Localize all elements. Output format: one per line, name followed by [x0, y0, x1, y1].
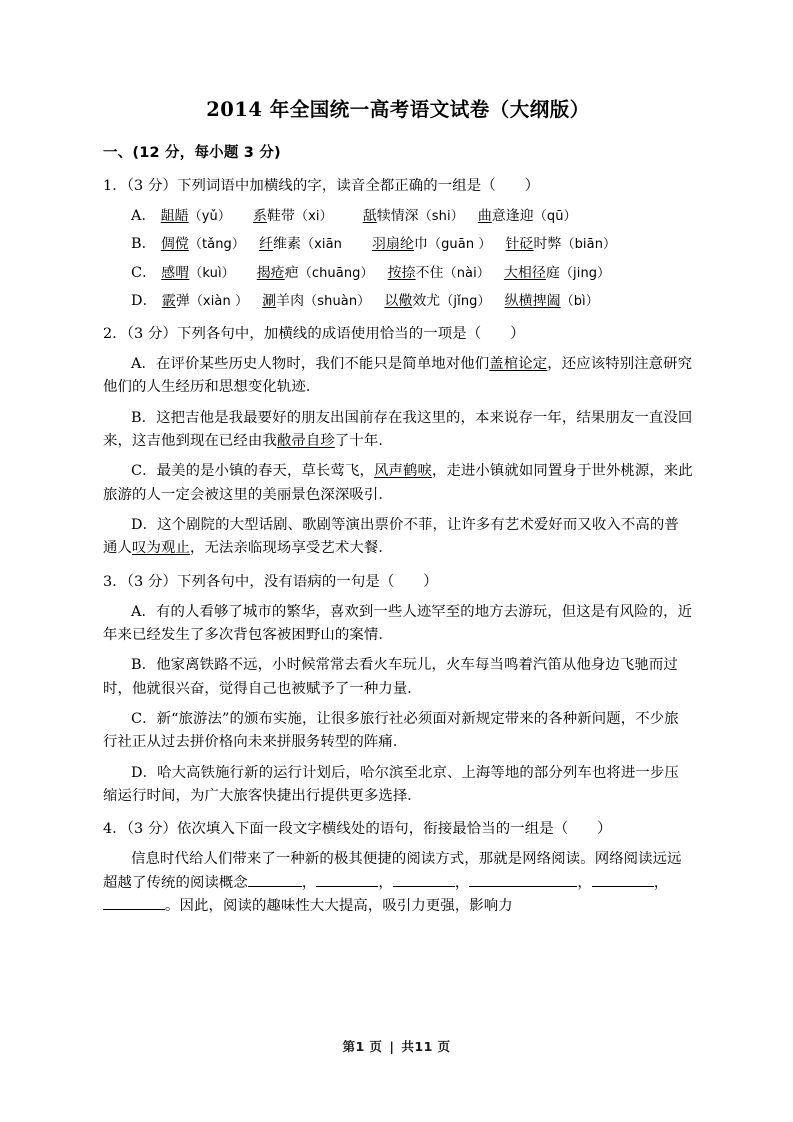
word-rest: 弹: [175, 292, 190, 309]
question-3-option-d[interactable]: [103, 755, 693, 809]
word-rest: 时弊: [533, 236, 562, 253]
footer-current-page: 第1 页: [342, 1039, 383, 1054]
underlined-char: 龃龉: [160, 207, 189, 224]
pinyin: （xiàn ）: [189, 293, 249, 309]
pinyin: （nài）: [443, 265, 490, 281]
pinyin: （jing）: [559, 265, 611, 281]
question-2: [103, 313, 693, 561]
underlined-char: 涮: [262, 292, 277, 309]
footer-separator: |: [389, 1039, 395, 1054]
page-title: 2014 年全国统一高考语文试卷（大纲版）: [206, 98, 590, 121]
underlined-char: 揭疮: [256, 264, 285, 281]
word-rest: 意逢迎: [491, 207, 534, 224]
underlined-char: 以儆: [384, 292, 413, 309]
fill-blank-4[interactable]: [469, 872, 547, 886]
option-text: 有的人看够了城市的繁华，喜欢到一些人迹罕至的地方去游玩，但这是有风险的，近年来已经发生了多次背包客被困野山的案情．: [103, 603, 693, 643]
underlined-idiom: 风声鹤唳: [373, 463, 432, 480]
question-3-option-c[interactable]: [103, 701, 693, 755]
option-text: 新“旅游法”的颁布实施，让很多旅行社必须面对新规定带来的各种新问题，不少旅行社正从过去拼价格向未来拼服务转型的阵痛．: [103, 710, 679, 751]
word-rest: 效尤: [412, 292, 441, 309]
question-2-option-c[interactable]: [103, 453, 693, 507]
pinyin: （bì）: [560, 293, 599, 309]
word-rest: 不住: [415, 264, 444, 281]
option-label: D．: [131, 517, 158, 534]
fill-blank-1[interactable]: [248, 872, 302, 886]
underlined-char: 大相径: [503, 264, 546, 281]
underlined-idiom: 盖棺论定: [489, 356, 548, 373]
footer-total-pages: 共11 页: [401, 1039, 451, 1054]
page-footer: [0, 1036, 793, 1055]
pinyin: （guān ）: [427, 237, 492, 253]
option-label: C．: [131, 264, 157, 281]
underlined-char: 舐: [362, 207, 377, 224]
question-4: [103, 808, 693, 918]
option-text-after: ，还应该特别注意研究他们的人生经历和思想变化轨迹．: [103, 356, 693, 396]
option-text-before: 在评价某些历史人物时，我们不能只是简单地对他们: [155, 356, 490, 373]
option-label: D．: [131, 764, 158, 781]
fill-blank-6[interactable]: [103, 896, 165, 910]
page-content: [103, 0, 693, 918]
pinyin: （qū）: [533, 208, 577, 224]
option-content: [161, 265, 610, 281]
question-1-option-d[interactable]: [103, 285, 693, 313]
pinyin: （yǔ）: [188, 208, 231, 224]
option-content: [161, 208, 577, 224]
word-rest: 犊情深: [376, 207, 419, 224]
question-2-option-d[interactable]: [103, 507, 693, 561]
word-rest: 巾: [413, 236, 428, 253]
underlined-char: 系: [253, 207, 267, 224]
word-rest: 鞋带: [267, 207, 295, 224]
fill-blank-2[interactable]: [316, 872, 378, 886]
pinyin: （shuàn）: [304, 293, 371, 309]
word-rest: 庭: [545, 264, 560, 281]
question-2-stem: 2．（3 分）下列各句中，加横线的成语使用恰当的一项是（ ）: [103, 326, 525, 343]
question-4-stem: 4．（3 分）依次填入下面一段文字横线处的语句，衔接最恰当的一组是（ ）: [103, 821, 612, 838]
question-3-option-a[interactable]: [103, 594, 693, 648]
option-text-before: 这个剧院的大型话剧、歌剧等演出票价不菲，让许多有艺术爱好而又收入不高的普通人: [103, 517, 679, 557]
option-label: A．: [131, 207, 156, 224]
pinyin: （xi）: [294, 208, 333, 224]
underlined-char: 纵横捭阖: [504, 292, 561, 309]
option-text-before: 这把吉他是我最要好的朋友出国前存在我这里的，本来说存一年，结果朋友一直没回来，这吉他到现在已经由我: [103, 409, 693, 450]
option-label: B．: [131, 657, 157, 674]
passage-text-after-blanks: 。因此，阅读的趣味性大大提高，吸引力更强，影响力: [165, 897, 513, 914]
passage-text-before-blanks: 信息时代给人们带来了一种新的极其便捷的阅读方式，那就是网络阅读。网络阅读远远超越了传统的阅读概念: [103, 851, 682, 891]
word-rest: 疤: [284, 264, 299, 281]
underlined-char: 纤: [259, 236, 273, 253]
question-1: [103, 165, 693, 313]
pinyin: （tǎng）: [188, 237, 245, 253]
underlined-char: 针砭: [505, 236, 534, 253]
underlined-char: 感喟: [161, 264, 190, 281]
question-1-option-a[interactable]: [103, 198, 693, 228]
option-text-after: ，走进小镇就如同置身于世外桃源，来此旅游的人一定会被这里的美丽景色深深吸引．: [103, 463, 693, 503]
option-text-after: 了十年．: [334, 433, 393, 450]
fill-blank-4b[interactable]: [547, 872, 577, 886]
question-3-stem: 3．（3 分）下列各句中，没有语病的一句是（ ）: [103, 573, 438, 590]
fill-blank-3[interactable]: [393, 872, 455, 886]
underlined-char: 按捺: [387, 264, 416, 281]
underlined-char: 霰: [161, 292, 176, 309]
underlined-char: 羽扇纶: [372, 236, 414, 253]
pinyin: （chuāng）: [298, 265, 374, 281]
option-text: 他家离铁路不远，小时候常常去看火车玩儿，火车每当鸣着汽笛从他身边飞驰而过时，他就很兴奋，觉得自己也被赋予了一种力量．: [103, 657, 678, 697]
pinyin: （jǐng）: [440, 293, 491, 309]
option-label: A．: [131, 356, 156, 373]
question-2-option-a[interactable]: [103, 346, 693, 400]
underlined-idiom: 叹为观止: [131, 540, 190, 557]
underlined-char: 曲: [477, 207, 492, 224]
word-rest: 羊肉: [276, 292, 305, 309]
option-label: C．: [131, 463, 157, 480]
option-text: 哈大高铁施行新的运行计划后，哈尔滨至北京、上海等地的部分列车也将进一步压缩运行时间，为广大旅客快捷出行提供更多选择．: [103, 764, 679, 804]
word-rest: 维素: [273, 236, 301, 253]
question-1-option-c[interactable]: [103, 257, 693, 285]
underlined-idiom: 敝帚自珍: [276, 433, 335, 450]
option-content: [162, 293, 599, 309]
question-4-passage: 信息时代给人们带来了一种新的极其便捷的阅读方式，那就是网络阅读。网络阅读远远超越了传统的阅读概念 ， ， ， ， ，。因此，阅读的趣味性大大提高，吸引力更强，影响力: [103, 851, 682, 914]
fill-blank-5[interactable]: [592, 872, 654, 886]
section-heading: 一、(12 分，每小题 3 分): [103, 145, 281, 162]
question-1-stem: 1．（3 分）下列词语中加横线的字，读音全都正确的一组是（ ）: [103, 178, 540, 195]
option-label: B．: [131, 409, 157, 426]
question-3: [103, 561, 693, 809]
option-text-after: ，无法亲临现场享受艺术大餐．: [189, 540, 393, 557]
question-1-option-b[interactable]: [103, 228, 693, 256]
question-2-option-b[interactable]: [103, 400, 693, 454]
option-label: A．: [131, 603, 156, 620]
pinyin: （biān）: [561, 237, 617, 253]
pinyin: （shi）: [418, 208, 464, 224]
pinyin: （kuì）: [189, 265, 235, 281]
option-label: C．: [131, 710, 157, 727]
option-label: D．: [131, 292, 158, 309]
underlined-char: 倜傥: [160, 236, 189, 253]
option-text-before: 最美的是小镇的春天，草长莺飞，: [156, 463, 374, 480]
option-content: [161, 236, 616, 252]
option-label: B．: [131, 236, 157, 253]
pinyin: （xiān: [300, 237, 342, 253]
question-3-option-b[interactable]: [103, 647, 693, 701]
